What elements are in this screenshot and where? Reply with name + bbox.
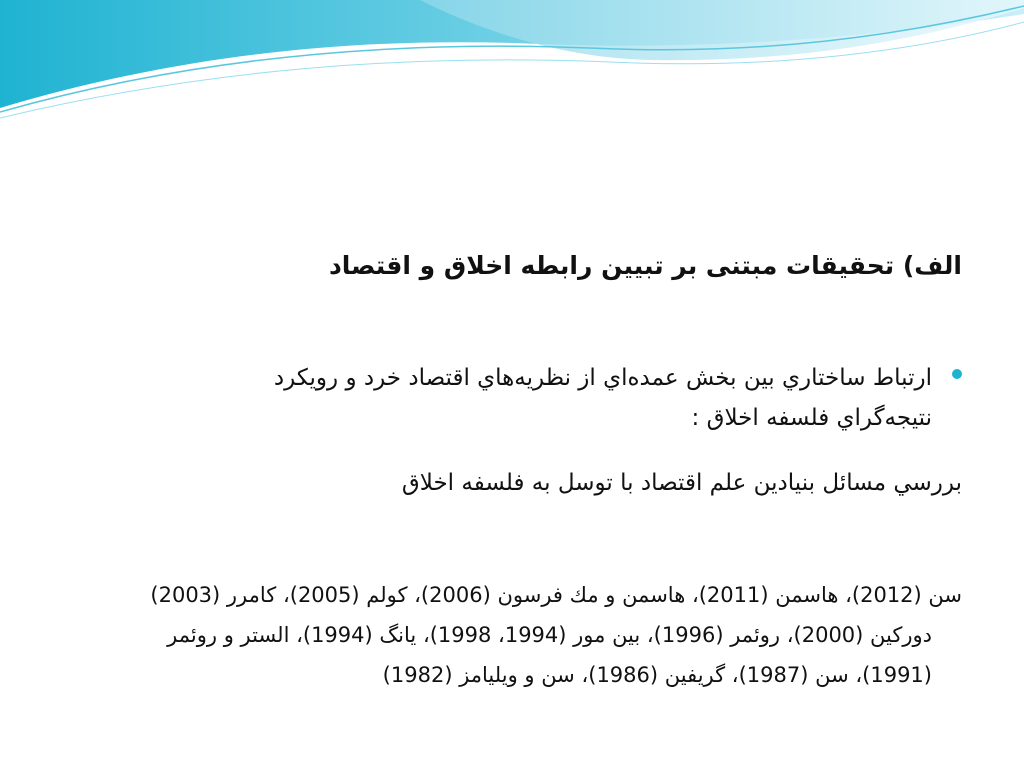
reference-line-2: دوركين (2000)، روئمر (1996)، بين مور (1994، 1998)، يانگ (1994)، الستر و روئمر — [167, 623, 932, 647]
bullet-text — [62, 358, 932, 438]
slide-heading: الف) تحقیقات مبتنی بر تبیین رابطه اخلاق و اقتصاد — [328, 251, 962, 280]
bullet-line-2: نتيجه‌گراي فلسفه اخلاق : — [691, 405, 932, 431]
reference-line-1: سن (2012)، هاسمن (2011)، هاسمن و مك فرسون (2006)، كولم (2005)، كامرر (2003) — [150, 583, 962, 607]
reference-line-3: (1991)، سن (1987)، گريفين (1986)، سن و ويليامز (1982) — [382, 663, 932, 687]
references-block — [62, 575, 962, 695]
bullet-line-1: ارتباط ساختاري بين بخش عمده‌اي از نظريه‌هاي اقتصاد خرد و رويكرد — [273, 365, 932, 391]
bullet-item — [62, 358, 962, 438]
body-paragraph: بررسي مسائل بنيادين علم اقتصاد با توسل به فلسفه اخلاق — [401, 470, 962, 496]
bullet-dot-icon — [952, 369, 962, 379]
